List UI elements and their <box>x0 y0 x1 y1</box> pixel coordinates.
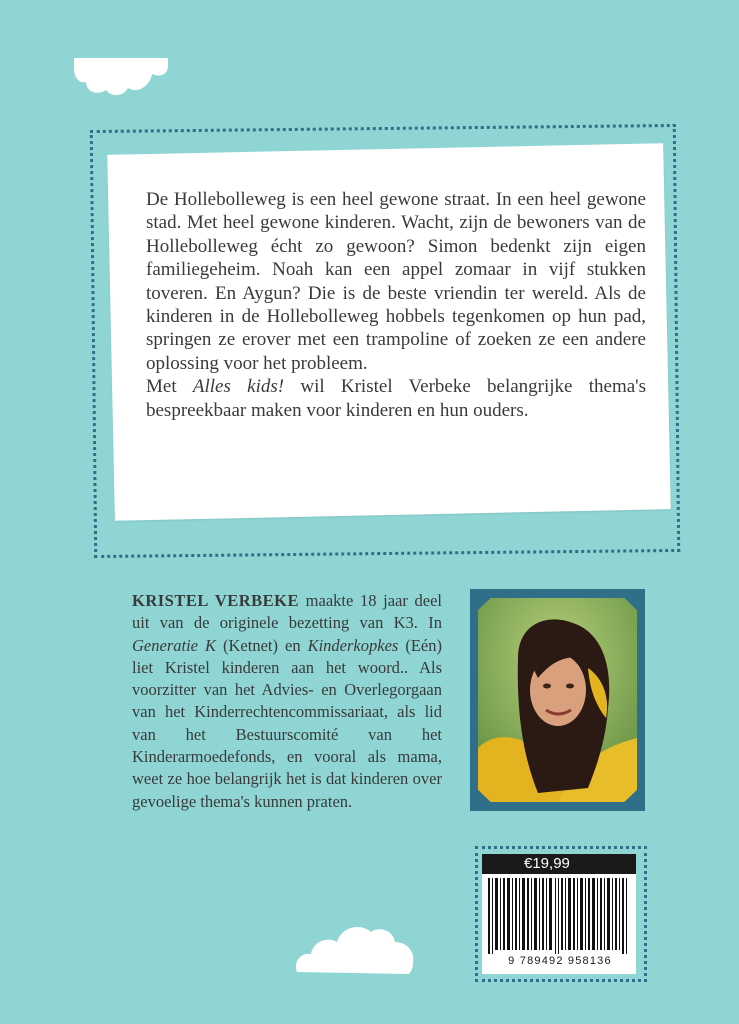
price-label: €19,99 <box>482 854 636 874</box>
blurb-paragraph-2: Met Alles kids! wil Kristel Verbeke belangrijke thema's bespreekbaar maken voor kinderen en hun ouders. <box>146 376 646 421</box>
author-name: KRISTEL VERBEKE <box>132 591 300 610</box>
show-title-1: Generatie K <box>132 635 216 655</box>
blurb-paragraph-1: De Hollebolleweg is een heel gewone straat. In een heel gewone stad. Met heel gewone kinderen. Wacht, zijn de bewoners van de Hollebolleweg écht zo gewoon? Simon bedenkt zijn eigen familiegeheim. Noah kan een appel zomaar in vijf stukken toveren. En Aygun? Die is de beste vriendin ter wereld. Als de kinderen in de Hollebolleweg hobbels tegenkomen op hun pad, springen ze erover met een trampoline of zoeken ze een andere oplossing voor het probleem. <box>146 189 646 374</box>
barcode-bars <box>488 878 630 954</box>
series-title: Alles kids! <box>192 376 285 398</box>
isbn-number: 9 789492 958136 <box>486 955 634 967</box>
cloud-decoration-bottom <box>293 918 417 976</box>
author-bio: KRISTEL VERBEKE maakte 18 jaar deel uit van de originele bezetting van K3. In Generatie K (Ketnet) en Kinderkopkes (Eén) liet Kristel kinderen aan het woord.. Als voorzitter van het Advies- en Overlegorgaan van het Kinderrechtencommissariaat, als lid van het Bestuurscomité van het Kinderarmoedefonds, en vooral als mama, weet ze hoe belangrijk het is dat kinderen over gevoelige thema's kunnen praten. <box>132 591 442 811</box>
author-photo <box>478 598 637 802</box>
cloud-decoration-top <box>72 52 172 102</box>
author-photo-frame <box>470 589 645 811</box>
show-title-2: Kinderkopkes <box>307 635 399 655</box>
blurb-text <box>146 188 646 422</box>
